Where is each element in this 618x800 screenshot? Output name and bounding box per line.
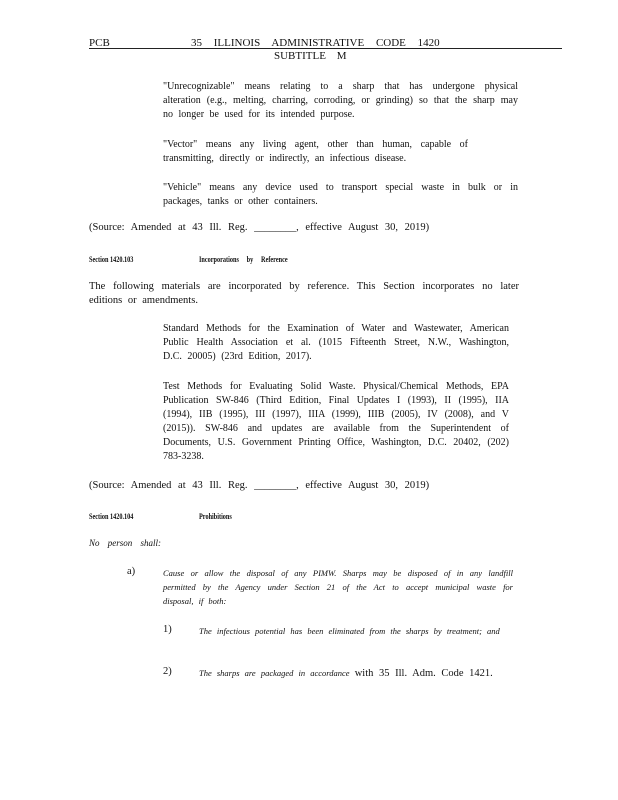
- section-title: Incorporations by Reference: [199, 255, 288, 264]
- section-number: Section 1420.103: [89, 255, 134, 264]
- subitem-label: 2): [163, 666, 172, 677]
- definition-vector: "Vector" means any living agent, other than human, capable of transmitting, directly or indirectly, an infectious disease.: [163, 139, 468, 164]
- subitem-2-text-roman: with 35 Ill. Adm. Code 1421.: [354, 668, 493, 679]
- header-rule: [89, 48, 562, 49]
- prohibition-intro: No person shall:: [89, 538, 162, 548]
- item-a-text: Cause or allow the disposal of any PIMW. Sharps may be disposed of in any landfill permitted by the Agency under Section 21 of the Act to accept municipal waste for disposal, if both:: [163, 568, 513, 606]
- header-subtitle: SUBTITLE M: [274, 50, 347, 62]
- section-title: Prohibitions: [199, 512, 232, 521]
- header-code-title: 35 ILLINOIS ADMINISTRATIVE CODE 1420: [191, 37, 440, 49]
- definition-unrecognizable: "Unrecognizable" means relating to a sharp that has undergone physical alteration (e.g., melting, charring, corroding, or grinding) so that the sharp may no longer be used for its intended purpose.: [163, 81, 518, 120]
- subitem-2-text-italic: The sharps are packaged in accordance: [199, 668, 350, 678]
- definition-vehicle: "Vehicle" means any device used to transport special waste in bulk or in packages, tanks or other containers.: [163, 182, 518, 207]
- section-intro: The following materials are incorporated by reference. This Section incorporates no later editions or amendments.: [89, 281, 519, 306]
- subitem-1-text: The infectious potential has been eliminated from the sharps by treatment; and: [199, 626, 500, 636]
- item-label: a): [127, 566, 136, 577]
- section-number: Section 1420.104: [89, 512, 134, 521]
- source-note: (Source: Amended at 43 Ill. Reg. ________, effective August 30, 2019): [89, 222, 430, 233]
- reference-standard-methods: Standard Methods for the Examination of Water and Wastewater, American Public Health Association et al. (1015 Fifteenth Street, N.W., Washington, D.C. 20005) (23rd Edition, 2017).: [163, 323, 509, 362]
- subitem-2-text: [199, 666, 504, 681]
- source-note: (Source: Amended at 43 Ill. Reg. ________, effective August 30, 2019): [89, 480, 430, 491]
- reference-sw846: Test Methods for Evaluating Solid Waste. Physical/Chemical Methods, EPA Publication SW-846 (Third Edition, Final Updates I (1993), II (1995), IIA (1994), IIB (1995), III (1997), IIIA (1999), IIIB (2005), IV (2008), and V (2015)). SW-846 and updates are available from the Superintendent of Documents, U.S. Government Printing Office, Washington, D.C. 20402, (202) 783-3238.: [163, 381, 509, 462]
- subitem-label: 1): [163, 624, 172, 635]
- header-agency: PCB: [89, 37, 110, 49]
